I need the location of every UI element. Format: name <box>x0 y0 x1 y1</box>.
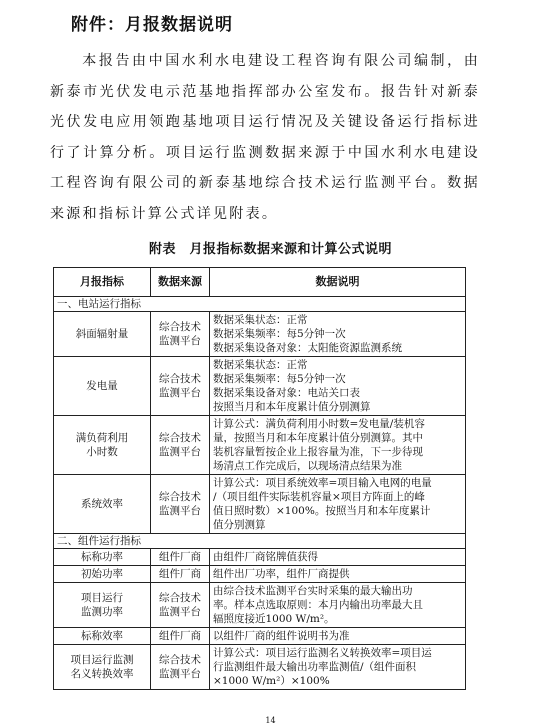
indicator-name: 发电量 <box>86 380 118 392</box>
source-cell <box>151 475 210 534</box>
description-line: 场清点工作完成后，以现场清点结果为准 <box>213 460 402 472</box>
section-row <box>54 297 466 312</box>
source-cell <box>151 549 210 566</box>
indicator-name: 监测功率 <box>81 606 123 618</box>
table-row <box>54 645 466 690</box>
description-line: ×1000 W/m²）×100% <box>213 675 330 687</box>
indicator-name: 小时数 <box>86 446 118 458</box>
indicator-name: 名义转换效率 <box>70 668 134 680</box>
section-title: 二、组件运行指标 <box>54 534 466 549</box>
description-line: 计算公式：项目运行监测名义转换效率=项目运 <box>213 647 432 659</box>
indicator-name: 标称效率 <box>81 630 123 642</box>
description-line: 数据采集设备对象：太阳能资源监测系统 <box>213 342 402 354</box>
header-indicator: 月报指标 <box>54 268 151 297</box>
description-cell <box>210 628 466 645</box>
description-line: 数据采集状态：正常 <box>213 359 308 371</box>
description-line: 按照当月和本年度累计值分别测算 <box>213 401 371 413</box>
table-row <box>54 583 466 628</box>
description-cell <box>210 357 466 416</box>
description-line: 数据采集频率：每5分钟一次 <box>213 328 346 340</box>
source-cell <box>151 357 210 416</box>
table-row <box>54 549 466 566</box>
table-row <box>54 628 466 645</box>
description-line: 由组件厂商铭牌值获得 <box>213 551 318 563</box>
description-cell <box>210 416 466 475</box>
description-line: 值分别测算 <box>213 519 266 531</box>
indicator-cell <box>54 357 151 416</box>
section-row <box>54 534 466 549</box>
description-line: 行监测组件最大输出功率监测值/（组件面积 <box>213 661 417 673</box>
data-source: 综合技术 <box>159 373 201 385</box>
table-header-row <box>54 268 466 297</box>
indicator-name: 项目运行监测 <box>70 654 134 666</box>
description-line: 计算公式：项目系统效率=项目输入电网的电量 <box>213 477 432 489</box>
table-row <box>54 357 466 416</box>
description-cell <box>210 583 466 628</box>
data-source: 监测平台 <box>159 446 201 458</box>
indicator-name: 斜面辐射量 <box>75 328 129 340</box>
indicator-cell <box>54 475 151 534</box>
source-cell <box>151 312 210 357</box>
description-line: 辐照度接近1000 W/m²。 <box>213 613 335 625</box>
description-line: 量，按照当月和本年度累计值分别测算。其中 <box>213 432 423 444</box>
source-cell <box>151 628 210 645</box>
description-line: 装机容量暂按企业上报容量为准，下一步待现 <box>213 446 423 458</box>
indicator-cell <box>54 583 151 628</box>
data-source: 综合技术 <box>159 321 201 333</box>
description-line: 计算公式：满负荷利用小时数=发电量/装机容 <box>213 418 425 430</box>
indicator-name: 项目运行 <box>81 592 123 604</box>
page-number: 14 <box>265 716 276 725</box>
description-cell <box>210 312 466 357</box>
description-line: 由综合技术监测平台实时采集的最大输出功 <box>213 585 413 597</box>
description-line: 组件出厂功率，组件厂商提供 <box>213 568 350 580</box>
description-cell <box>210 475 466 534</box>
intro-paragraph-text: 本报告由中国水利水电建设工程咨询有限公司编制，由新泰市光伏发电示范基地指挥部办公室发布。报告针对新泰光伏发电应用领跑基地项目运行情况及关键设备运行指标进行了计算分析。项目运行监测数据来源于中国水利水电建设工程咨询有限公司的新泰基地综合技术运行监测平台。数据来源和指标计算公式详见附表。 <box>50 53 480 222</box>
table-row <box>54 475 466 534</box>
indicator-cell <box>54 645 151 690</box>
description-line: 数据采集频率：每5分钟一次 <box>213 373 346 385</box>
table-row <box>54 312 466 357</box>
indicator-name: 标称功率 <box>81 551 123 563</box>
data-source: 综合技术 <box>159 491 201 503</box>
data-source: 监测平台 <box>159 668 201 680</box>
description-cell <box>210 549 466 566</box>
data-source: 监测平台 <box>159 387 201 399</box>
data-source: 监测平台 <box>159 606 201 618</box>
page-title: 附件：月报数据说明 <box>71 15 233 35</box>
header-source: 数据来源 <box>151 268 210 297</box>
data-source: 综合技术 <box>159 592 201 604</box>
indicator-name: 满负荷利用 <box>75 432 129 444</box>
indicator-cell <box>54 566 151 583</box>
data-source: 监测平台 <box>159 335 201 347</box>
source-cell <box>151 566 210 583</box>
indicator-cell <box>54 416 151 475</box>
indicator-name: 系统效率 <box>81 498 123 510</box>
description-cell <box>210 566 466 583</box>
data-source: 监测平台 <box>159 505 201 517</box>
indicator-name: 初始功率 <box>81 568 123 580</box>
source-cell <box>151 583 210 628</box>
description-line: 值日照时数）×100%。按照当月和本年度累计 <box>213 505 431 517</box>
description-line: 率。样本点选取原则：本月内输出功率最大且 <box>213 599 423 611</box>
data-source: 组件厂商 <box>159 568 201 580</box>
section-title: 一、电站运行指标 <box>54 297 466 312</box>
indicator-cell <box>54 628 151 645</box>
description-line: /（项目组件实际装机容量×项目方阵面上的峰 <box>213 491 425 503</box>
description-line: 数据采集状态：正常 <box>213 314 308 326</box>
indicator-cell <box>54 312 151 357</box>
description-cell <box>210 645 466 690</box>
table-caption: 附表 月报指标数据来源和计算公式说明 <box>148 242 392 257</box>
intro-paragraph <box>50 46 480 229</box>
indicator-table <box>53 267 466 690</box>
source-cell <box>151 645 210 690</box>
data-source: 综合技术 <box>159 654 201 666</box>
data-source: 综合技术 <box>159 432 201 444</box>
header-description: 数据说明 <box>210 268 466 297</box>
indicator-cell <box>54 549 151 566</box>
description-line: 数据采集设备对象：电站关口表 <box>213 387 360 399</box>
data-source: 组件厂商 <box>159 630 201 642</box>
source-cell <box>151 416 210 475</box>
description-line: 以组件厂商的组件说明书为准 <box>213 630 350 642</box>
data-source: 组件厂商 <box>159 551 201 563</box>
table-row <box>54 416 466 475</box>
table-row <box>54 566 466 583</box>
